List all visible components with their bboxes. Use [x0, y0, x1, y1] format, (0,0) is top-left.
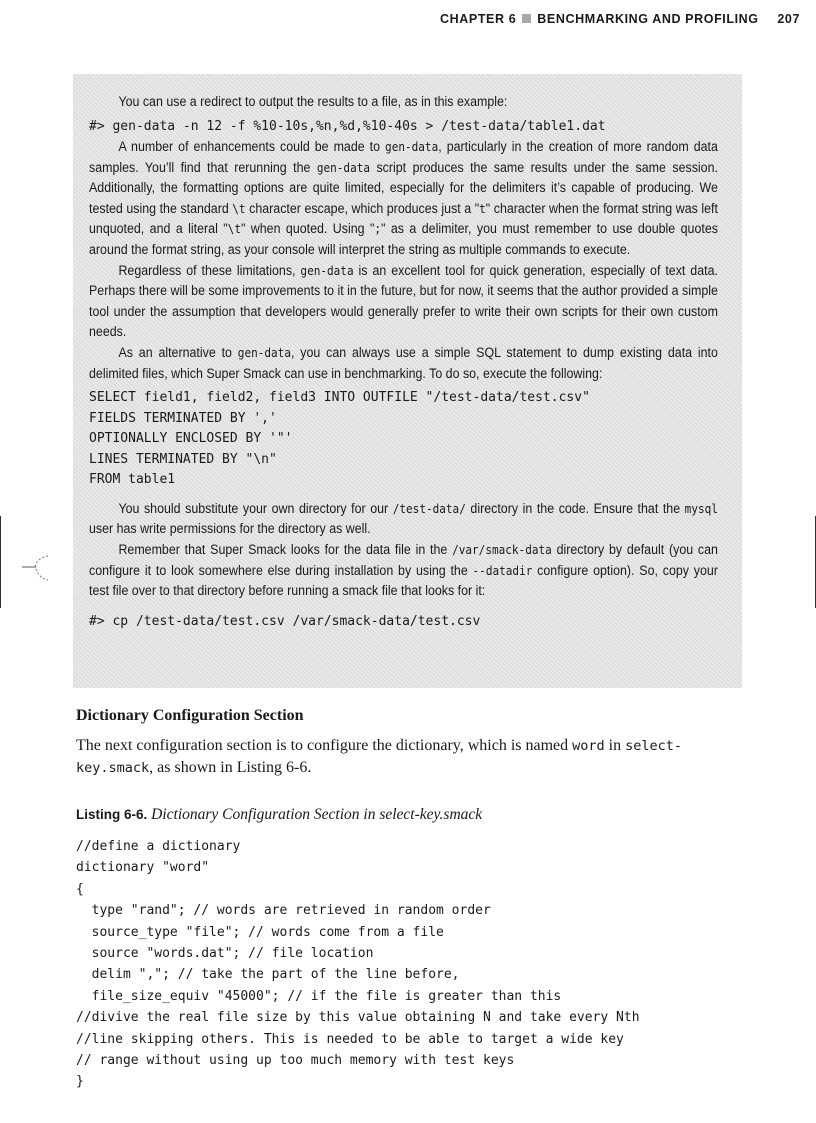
sidebar-para-4: As an alternative to gen-data, you can always use a simple SQL statement to dump existing data into delimited files, which Super Smack can use in benchmarking. To do so, execute the following: — [89, 345, 718, 381]
command-gen-data: #> gen-data -n 12 -f %10-10s,%n,%d,%10-40s > /test-data/table1.dat — [89, 118, 606, 134]
listing-title: Dictionary Configuration Section in select-key.smack — [151, 806, 483, 823]
sidebar-box — [73, 74, 742, 688]
running-header — [440, 12, 800, 32]
main-section — [76, 704, 746, 1093]
sidebar-para-5: You should substitute your own directory for our /test-data/ directory in the code. Ensure that the mysql user has write permissions for the directory as well. — [89, 500, 718, 537]
section-label: BENCHMARKING AND PROFILING — [537, 12, 759, 26]
dictionary-code-listing: //define a dictionary dictionary "word" { type "rand"; // words are retrieved in random order source_type "file"; // words come from a file source "words.dat"; // file location delim ","; // take the part of the line before, file_size_equiv "45000"; // if the file is greater than this //divive the real file size by this value obtaining N and take every Nth //line skipping others. This is needed to be able to target a wide key // range without using up too much memory with test keys } — [76, 839, 640, 1090]
separator-square-icon — [522, 14, 531, 23]
sidebar-para-1: You can use a redirect to output the results to a file, as in this example: — [118, 94, 508, 109]
margin-bracket-icon — [20, 553, 60, 583]
crop-mark-left — [0, 516, 1, 608]
listing-caption — [76, 804, 746, 826]
sql-code-block: SELECT field1, field2, field3 INTO OUTFILE "/test-data/test.csv" FIELDS TERMINATED BY ',' OPTIONALLY ENCLOSED BY '"' LINES TERMINATED BY "\n" FROM table1 — [89, 390, 590, 488]
sidebar-para-2: A number of enhancements could be made to gen-data, particularly in the creation of more random data samples. You’ll find that rerunning the gen-data script produces the same results under the same session. Additionally, the formatting options are quite limited, especially for the delimiters it’s capable of producing. We tested using the standard \t character escape, which produces just a "t" character when the format string was left unquoted, and a literal "\t" when quoted. Using ";" as a delimiter, you must remember to use double quotes around the format string, as your console will interpret the string as multiple commands to execute. — [89, 139, 718, 258]
command-copy: #> cp /test-data/test.csv /var/smack-data/test.csv — [89, 613, 481, 629]
listing-label: Listing 6-6. — [76, 807, 148, 822]
page-number: 207 — [777, 12, 800, 26]
section-paragraph: The next configuration section is to configure the dictionary, which is named word in select-key.smack, as shown in Listing 6-6. — [76, 737, 683, 776]
sidebar-para-6: Remember that Super Smack looks for the data file in the /var/smack-data directory by default (you can configure it to look somewhere else during installation by using the --datadir configure option). So, copy your test file over to that directory before running a smack file that looks for it: — [89, 541, 718, 599]
section-heading: Dictionary Configuration Section — [76, 707, 304, 724]
chapter-title — [440, 12, 759, 26]
sidebar-para-3: Regardless of these limitations, gen-data is an excellent tool for quick generation, especially of text data. Perhaps there will be some improvements to it in the future, but for now, it seems that the author provided a simple tool under the assumption that developers would generally prefer to write their own scripts for their own custom needs. — [89, 262, 718, 340]
chapter-label: CHAPTER 6 — [440, 12, 517, 26]
